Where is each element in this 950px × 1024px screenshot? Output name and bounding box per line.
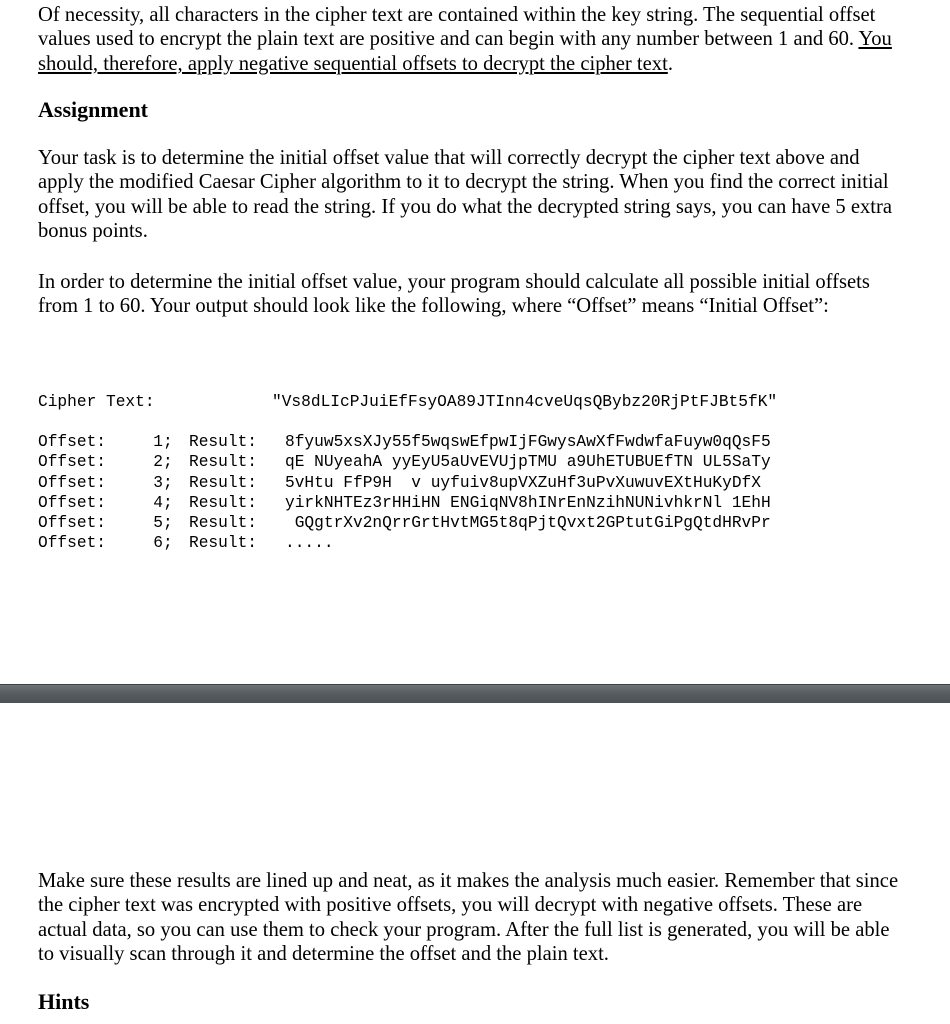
result-label: Result: <box>189 453 257 472</box>
result-value: GQgtrXv2nQrrGrtHvtMG5t8qPjtQvxt2GPtutGiPgQtdHRvPr <box>285 514 771 533</box>
offset-label: Offset: <box>38 433 106 451</box>
offset-label: Offset: <box>38 473 106 492</box>
offset-value: 5 <box>153 514 163 533</box>
offset-label: Offset: <box>38 514 106 533</box>
separator: ; <box>163 453 173 472</box>
result-value: 8fyuw5xsXJy55f5wqswEfpwIjFGwysAwXfFwdwfaFuyw0qQsF5 <box>285 433 771 451</box>
offset-value: 6 <box>153 534 163 553</box>
result-value: 5vHtu FfP9H v uyfuiv8upVXZuHf3uPvXuwuvEXtHuKyDfX <box>285 473 761 492</box>
page-break-divider <box>0 684 950 703</box>
assignment-heading: Assignment <box>38 97 149 122</box>
result-label: Result: <box>189 514 257 533</box>
result-label: Result: <box>189 433 257 451</box>
intro-text: Of necessity, all characters in the cipher text are contained within the key string. The sequential offset values used to encrypt the plain text are positive and can begin with any number between 1 and 60. <box>38 4 876 51</box>
separator: ; <box>163 493 173 512</box>
cipher-text-label: Cipher Text: <box>38 393 155 411</box>
result-value: qE NUyeahA yyEyU5aUvEVUjpTMU a9UhETUBUEfTN UL5SaTy <box>285 453 771 472</box>
offset-label: Offset: <box>38 453 106 472</box>
intro-underlined-text: You should, therefore, apply negative sequential offsets to decrypt the cipher text <box>38 28 892 75</box>
offset-value: 4 <box>153 493 163 512</box>
cipher-text-value: "Vs8dLIcPJuiEfFsyOA89JTInn4cveUqsQBybz20RjPtFJBt5fK" <box>272 393 778 411</box>
assignment-paragraph-2: In order to determine the initial offset value, your program should calculate all possible initial offsets from 1 to 60. Your output should look like the following, where “Offset” means “Initial Offset”: <box>38 271 870 318</box>
result-label: Result: <box>189 534 257 553</box>
result-label: Result: <box>189 493 257 512</box>
document-page-bottom <box>0 703 950 1024</box>
intro-paragraph <box>38 3 908 76</box>
offset-value: 3 <box>153 473 163 492</box>
result-value: ..... <box>285 534 334 553</box>
separator: ; <box>163 514 173 533</box>
offset-label: Offset: <box>38 534 106 553</box>
separator: ; <box>163 473 173 492</box>
result-value: yirkNHTEz3rHHiHN ENGiqNV8hINrEnNzihNUNivhkrNl 1EhH <box>285 493 771 512</box>
offset-label: Offset: <box>38 493 106 512</box>
separator: ; <box>163 433 173 451</box>
intro-end: . <box>667 52 673 75</box>
result-label: Result: <box>189 473 257 492</box>
offset-value: 1 <box>153 433 163 451</box>
hints-heading: Hints <box>38 989 90 1014</box>
closing-paragraph: Make sure these results are lined up and neat, as it makes the analysis much easier. Remember that since the cipher text was encrypted with positive offsets, you will decrypt with negative offsets. These are actual data, so you can use them to check your program. After the full list is generated, you will be able to visually scan through it and determine the offset and the plain text. <box>38 870 899 966</box>
separator: ; <box>163 534 173 553</box>
offset-value: 2 <box>153 453 163 472</box>
assignment-paragraph-1: Your task is to determine the initial offset value that will correctly decrypt the cipher text above and apply the modified Caesar Cipher algorithm to it to decrypt the string. When you find the correct initial offset, you will be able to read the string. If you do what the decrypted string says, you can have 5 extra bonus points. <box>38 147 893 243</box>
